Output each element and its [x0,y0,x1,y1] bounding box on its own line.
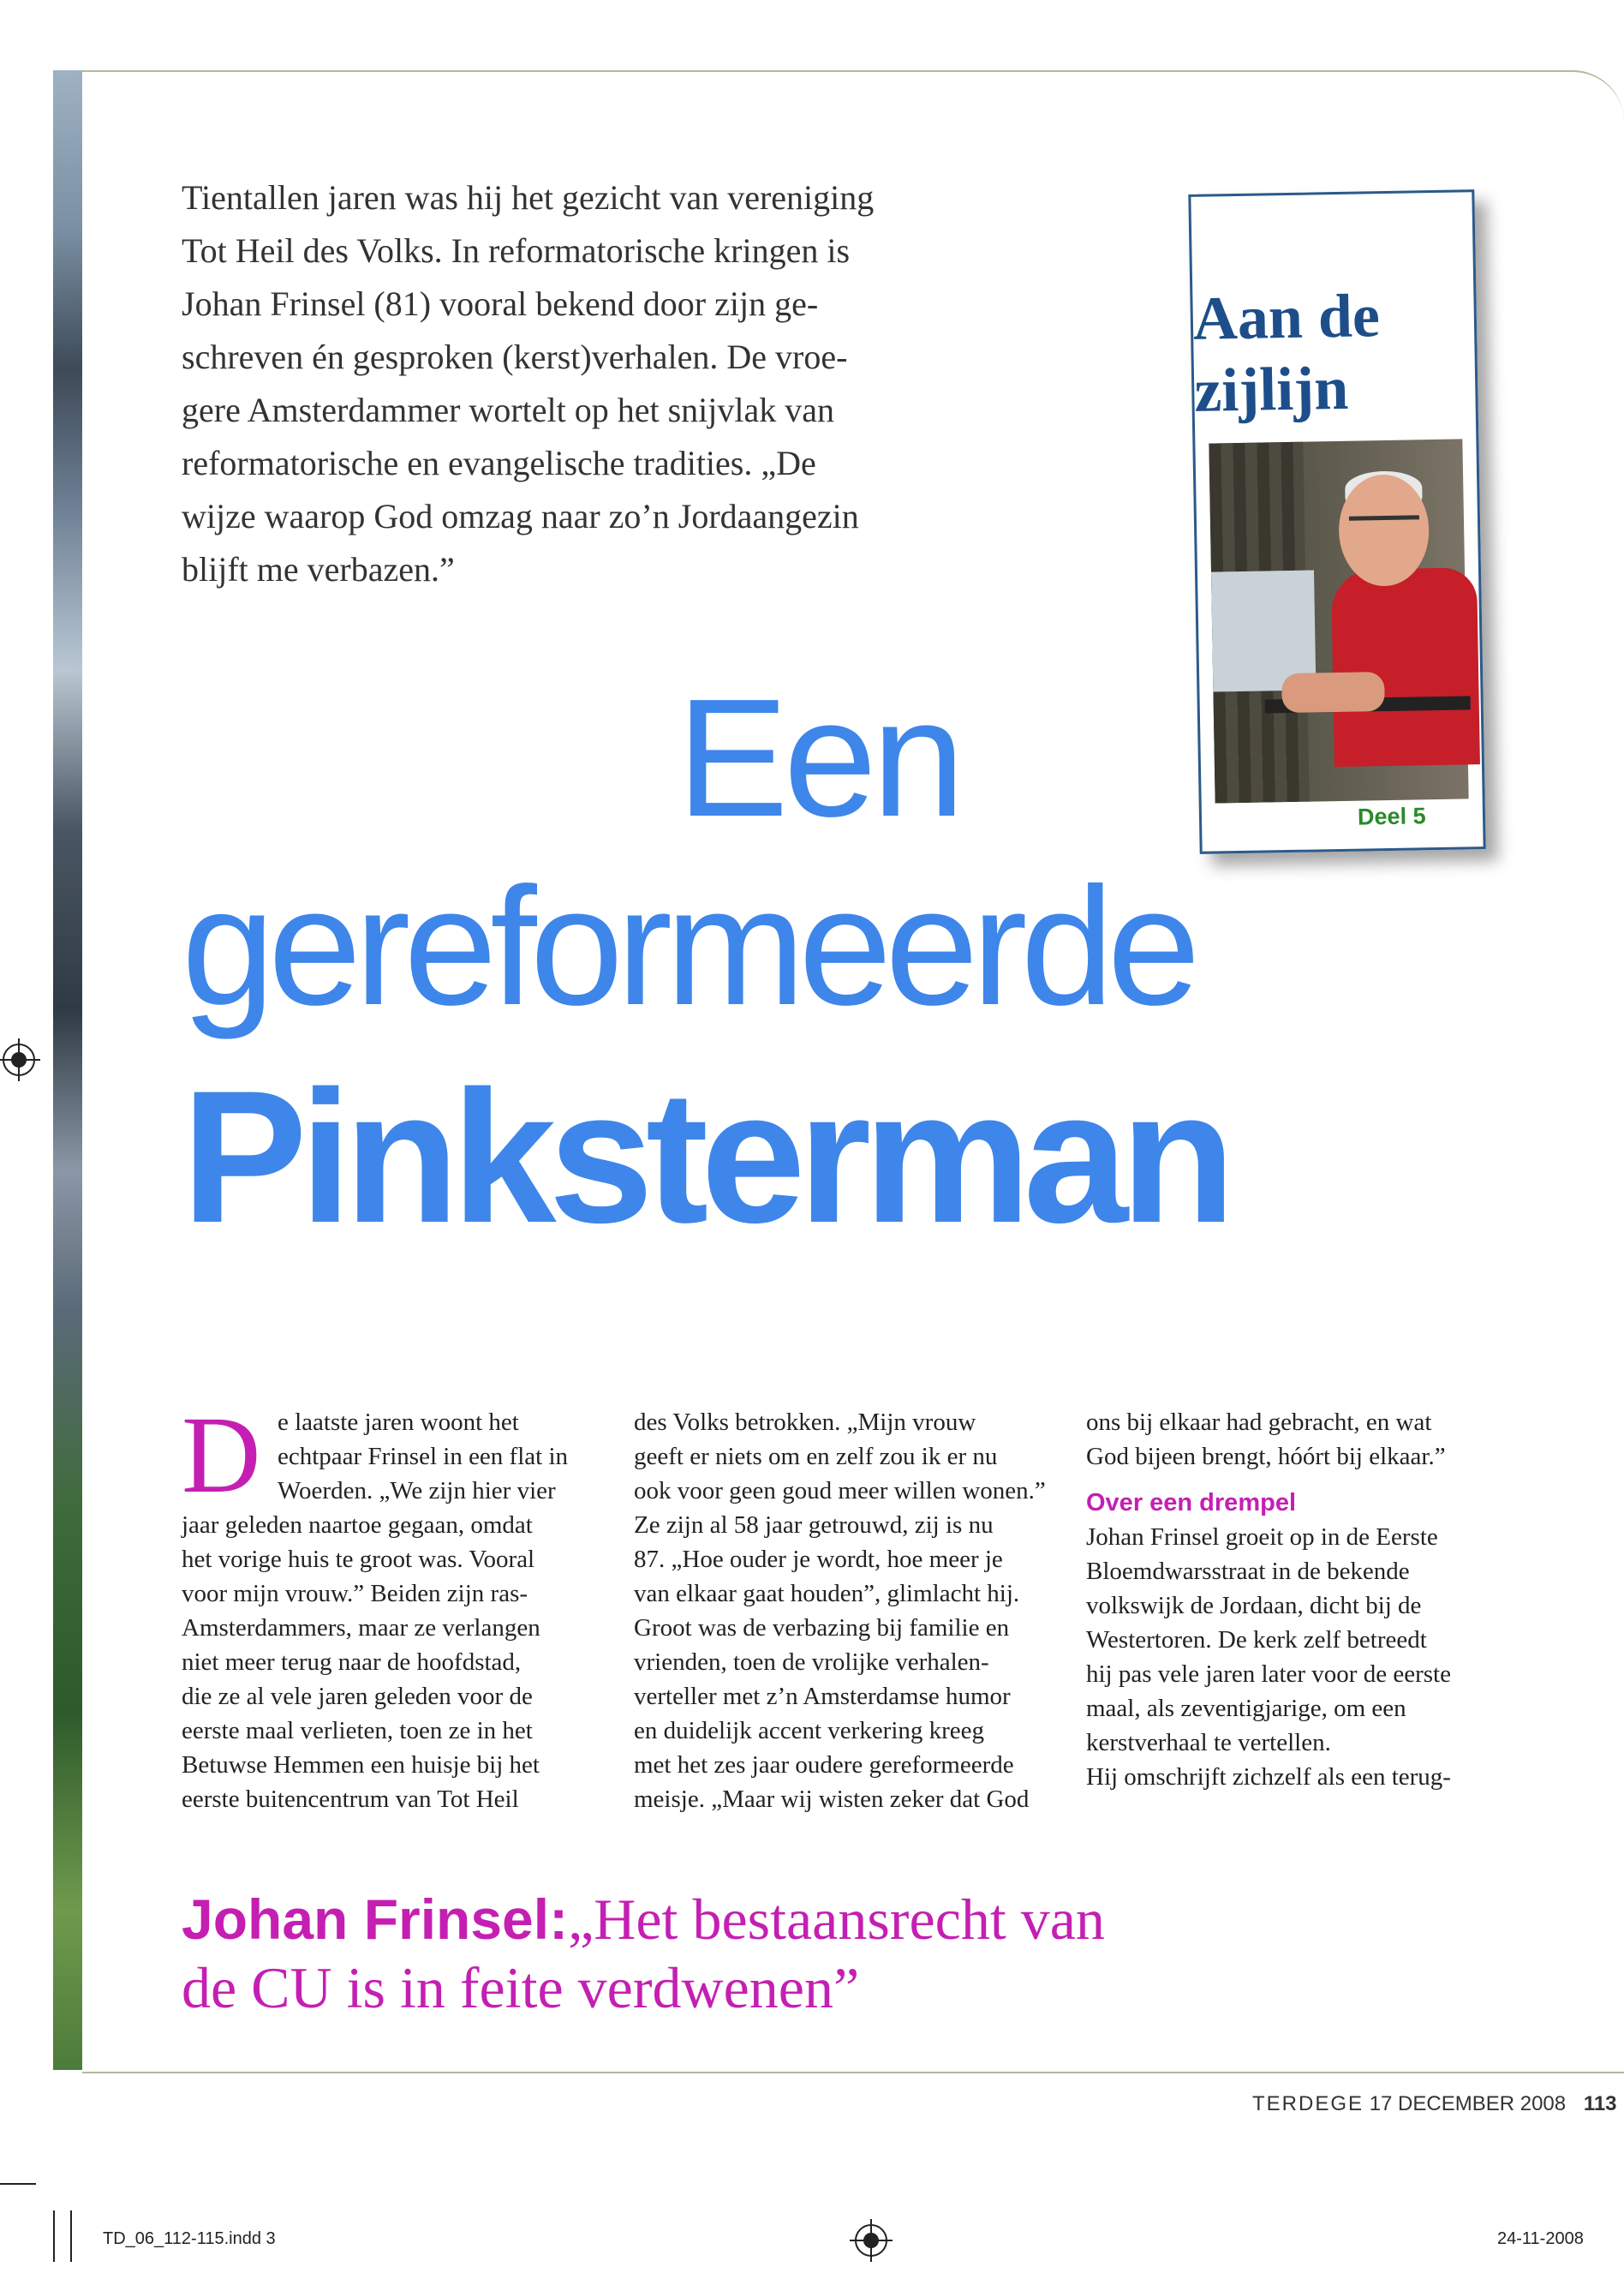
body-line: vrienden, toen de vrolijke verhalen- [634,1648,989,1676]
series-title-line: Aan de [1192,281,1381,353]
body-line: echtpaar Frinsel in een flat in [278,1443,569,1470]
page-footer [1252,2092,1617,2116]
slug-date: 24-11-2008 [1497,2229,1584,2248]
body-line: Johan Frinsel groeit op in de Eerste [1086,1523,1438,1551]
intro-line: Johan Frinsel (81) vooral bekend door zijn ge- [182,284,819,323]
body-line: e laatste jaren woont het [278,1409,519,1436]
body-line: volkswijk de Jordaan, dicht bij de [1086,1592,1422,1619]
body-line: Betuwse Hemmen een huisje bij het [182,1751,540,1779]
body-line: des Volks betrokken. „Mijn vrouw [634,1409,976,1436]
magazine-name: TERDEGE [1252,2092,1364,2115]
body-line: Hij omschrijft zichzelf als een terug- [1086,1763,1451,1791]
body-line: jaar geleden naartoe gegaan, omdat [182,1511,533,1539]
pull-quote-text: „Het bestaansrecht van [568,1887,1105,1952]
series-part-label: Deel 5 [1357,803,1426,830]
crop-mark [53,2210,55,2262]
pull-quote-name: Johan Frinsel: [182,1887,569,1951]
intro-line: reformatorische en evangelische tradities. „De [182,444,816,482]
body-line: het vorige huis te groot was. Vooral [182,1546,535,1573]
pull-quote-line-1 [182,1885,1105,1953]
crop-mark [70,2210,72,2262]
body-line: eerste maal verlieten, toen ze in het [182,1717,533,1744]
body-line: en duidelijk accent verkering kreeg [634,1717,985,1744]
body-column-3 [1086,1405,1514,1794]
series-title [1192,278,1476,427]
headline-line-2: gereformeerde [182,852,1194,1040]
left-photo-strip [53,70,82,2070]
series-title-line: zijlijn [1193,353,1349,425]
series-sidebar-card [1188,189,1485,854]
body-column-2 [634,1405,1062,1816]
body-line: Westertoren. De kerk zelf betreedt [1086,1626,1427,1654]
file-slug: TD_06_112-115.indd 3 [103,2229,276,2248]
body-line: ook voor geen goud meer willen wonen.” [634,1477,1046,1504]
registration-mark-icon [855,2224,887,2257]
issue-date: 17 DECEMBER 2008 [1369,2092,1567,2115]
body-line: geeft er niets om en zelf zou ik er nu [634,1443,998,1470]
crop-mark [0,2183,36,2185]
body-line: niet meer terug naar de hoofdstad, [182,1648,522,1676]
body-line: kerstverhaal te vertellen. [1086,1729,1331,1756]
body-line: Bloemdwarsstraat in de bekende [1086,1558,1410,1585]
body-line: Groot was de verbazing bij familie en [634,1614,1010,1642]
intro-line: wijze waarop God omzag naar zo’n Jordaangezin [182,497,859,535]
body-line: ons bij elkaar had gebracht, en wat [1086,1409,1432,1436]
body-line: Amsterdammers, maar ze verlangen [182,1614,540,1642]
body-line: voor mijn vrouw.” Beiden zijn ras- [182,1580,528,1607]
body-line: God bijeen brengt, hóórt bij elkaar.” [1086,1443,1446,1470]
intro-line: gere Amsterdammer wortelt op het snijvlak van [182,391,835,429]
intro-line: Tientallen jaren was hij het gezicht van vereniging [182,178,875,217]
intro-line: Tot Heil des Volks. In reformatorische kringen is [182,231,851,270]
body-line: meisje. „Maar wij wisten zeker dat God [634,1786,1030,1813]
section-subhead: Over een drempel [1086,1489,1296,1516]
pull-quote [182,1885,1105,2022]
body-line: eerste buitencentrum van Tot Heil [182,1786,519,1813]
headline-line-1: Een [677,664,960,852]
portrait-photo [1209,439,1468,803]
drop-cap: D [182,1394,261,1516]
body-line: van elkaar gaat houden”, glimlacht hij. [634,1580,1020,1607]
intro-paragraph [182,171,952,596]
body-line: die ze al vele jaren geleden voor de [182,1683,533,1710]
registration-mark-icon [3,1044,35,1076]
intro-line: schreven én gesproken (kerst)verhalen. De vroe- [182,338,848,376]
body-line: met het zes jaar oudere gereformeerde [634,1751,1014,1779]
body-column-1 [182,1394,610,1816]
intro-line: blijft me verbazen.” [182,550,455,589]
body-line: hij pas vele jaren later voor de eerste [1086,1660,1451,1688]
body-line: Woerden. „We zijn hier vier [278,1477,556,1504]
body-line: 87. „Hoe ouder je wordt, hoe meer je [634,1546,1003,1573]
body-line: maal, als zeventigjarige, om een [1086,1695,1406,1722]
pull-quote-line-2: de CU is in feite verdwenen” [182,1955,860,2020]
body-line: verteller met z’n Amsterdamse humor [634,1683,1011,1710]
page-number: 113 [1583,2092,1617,2115]
headline-line-3: Pinksterman [182,1051,1228,1262]
body-line: Ze zijn al 58 jaar getrouwd, zij is nu [634,1511,994,1539]
